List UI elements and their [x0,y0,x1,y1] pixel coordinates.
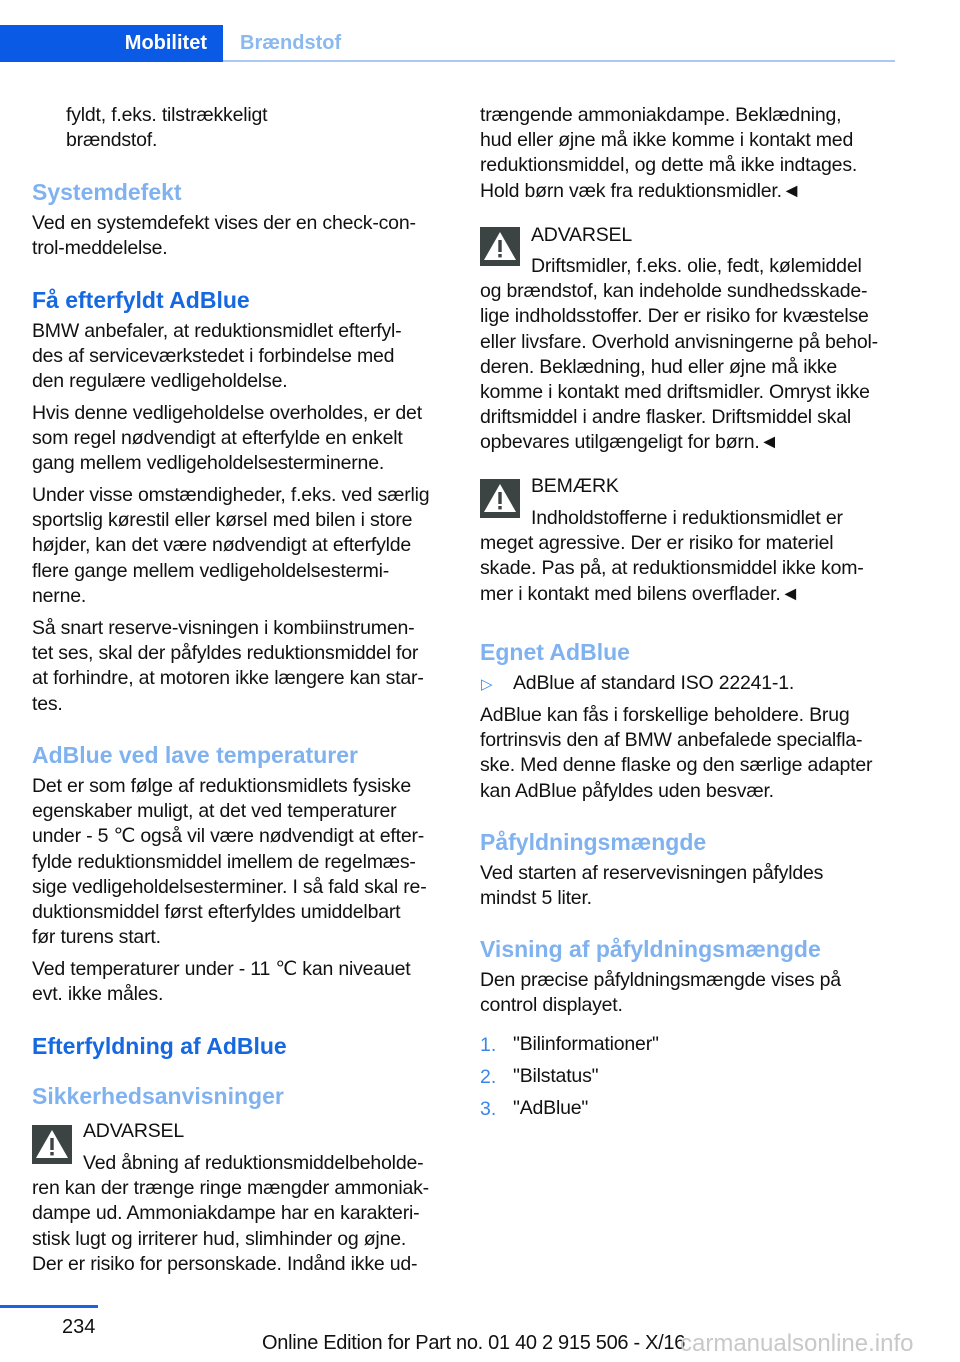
heading-lave-temperaturer: AdBlue ved lave temperaturer [32,742,358,768]
warning-text: Ved åbning af reduktionsmiddelbeholde- ren kan der trænge ringe mængder ammoniak- dampe ud. Ammoniakdampe har en karakteri- stisk lugt og irriterer hud, slimhinder og øjne. Der er risiko for personskade. Indånd ikke ud- [32,1152,429,1275]
watermark: carmanualsonline.info [680,1330,914,1357]
step-item: "AdBlue" [513,1097,589,1119]
warning-title: ADVARSEL [83,1120,184,1142]
paragraph: Ved temperaturer under - 11 ℃ kan niveauet evt. ikke måles. [32,958,411,1006]
paragraph: BMW anbefaler, at reduktionsmidlet efterfyl- des af serviceværkstedet i forbindelse med den regulære vedligeholdelse. [32,320,402,393]
paragraph: Ved en systemdefekt vises der en check-con- trol-meddelelse. [32,212,416,260]
tab-braendstof[interactable]: Brændstof [240,32,342,54]
step-number: 3. [480,1098,497,1120]
step-number: 1. [480,1034,497,1056]
bullet-triangle-icon: ▷ [481,676,493,693]
step-item: "Bilinformationer" [513,1033,659,1055]
bullet-item: AdBlue af standard ISO 22241-1. [513,672,795,694]
edition-text: Online Edition for Part no. 01 40 2 915 506 - X/16 [262,1332,686,1354]
paragraph: Ved starten af reservevisningen påfyldes mindst 5 liter. [480,862,824,910]
paragraph: Det er som følge af reduktionsmidlets fysiske egenskaber muligt, at det ved temperaturer under - 5 ℃ også vil være nødvendigt at efter- fylde reduktionsmiddel imellem de regelmæs- sige vedligeholdelsesterminer. I så fald skal re- duktionsmiddel først efterfyldes umiddelbart før turens start. [32,775,427,949]
header-divider [223,60,895,62]
warning-title: ADVARSEL [531,224,632,246]
page-number: 234 [62,1316,96,1338]
step-item: "Bilstatus" [513,1065,599,1087]
paragraph: Hvis denne vedligeholdelse overholdes, er det som regel nødvendigt at efterfylde en enkelt gang mellem vedligeholdelsesterminerne. [32,402,422,475]
heading-egnet-adblue: Egnet AdBlue [480,639,630,665]
note-text: Indholdstofferne i reduktionsmidlet er meget agressive. Der er risiko for materiel skade. Pas på, at reduktionsmiddel ikke kom- mer i kontakt med bilens overflader.◄ [480,507,864,605]
paragraph: trængende ammoniakdampe. Beklædning, hud eller øjne må ikke komme i kontakt med reduktionsmiddel, og dette må ikke indtages. Hold børn væk fra reduktionsmidler.◄ [480,104,858,202]
paragraph: Under visse omstændigheder, f.eks. ved særlig sportslig kørestil eller kørsel med bilen i store højder, kan det være nødvendigt at efterfylde flere gange mellem vedligeholdelsestermi- nerne. [32,484,430,607]
heading-efterfyldning: Efterfyldning af AdBlue [32,1033,287,1059]
tab-mobilitet[interactable]: Mobilitet [0,25,223,62]
paragraph: Så snart reserve-visningen i kombiinstrumen- tet ses, skal der påfyldes reduktionsmiddel for at forhindre, at motoren ikke længere kan star- tes. [32,617,424,715]
heading-sikkerhedsanvisninger: Sikkerhedsanvisninger [32,1083,284,1109]
footer-divider [0,1305,98,1308]
note-title: BEMÆRK [531,475,619,497]
paragraph: Den præcise påfyldningsmængde vises på control displayet. [480,969,841,1017]
heading-visning: Visning af påfyldningsmængde [480,936,821,962]
heading-systemdefekt: Systemdefekt [32,179,182,205]
paragraph: fyldt, f.eks. tilstrækkeligt brændstof. [66,104,268,152]
heading-efterfyldt: Få efterfyldt AdBlue [32,287,250,313]
heading-paafyldningsmaengde: Påfyldningsmængde [480,829,707,855]
step-number: 2. [480,1066,497,1088]
warning-text: Driftsmidler, f.eks. olie, fedt, kølemiddel og brændstof, kan indeholde sundhedsskade- lige indholdsstoffer. Der er risiko for kvæstelse eller livsfare. Overhold anvisningerne på behol- deren. Beklædning, hud eller øjne må ikke komme i kontakt med driftsmidler. Omryst ikke driftsmiddel i andre flasker. Driftsmiddel skal opbevares utilgængeligt for børn.◄ [480,255,878,454]
paragraph: AdBlue kan fås i forskellige beholdere. Brug fortrinsvis den af BMW anbefalede specialfla- ske. Med denne flaske og den særlige adapter kan AdBlue påfyldes uden besvær. [480,704,873,802]
